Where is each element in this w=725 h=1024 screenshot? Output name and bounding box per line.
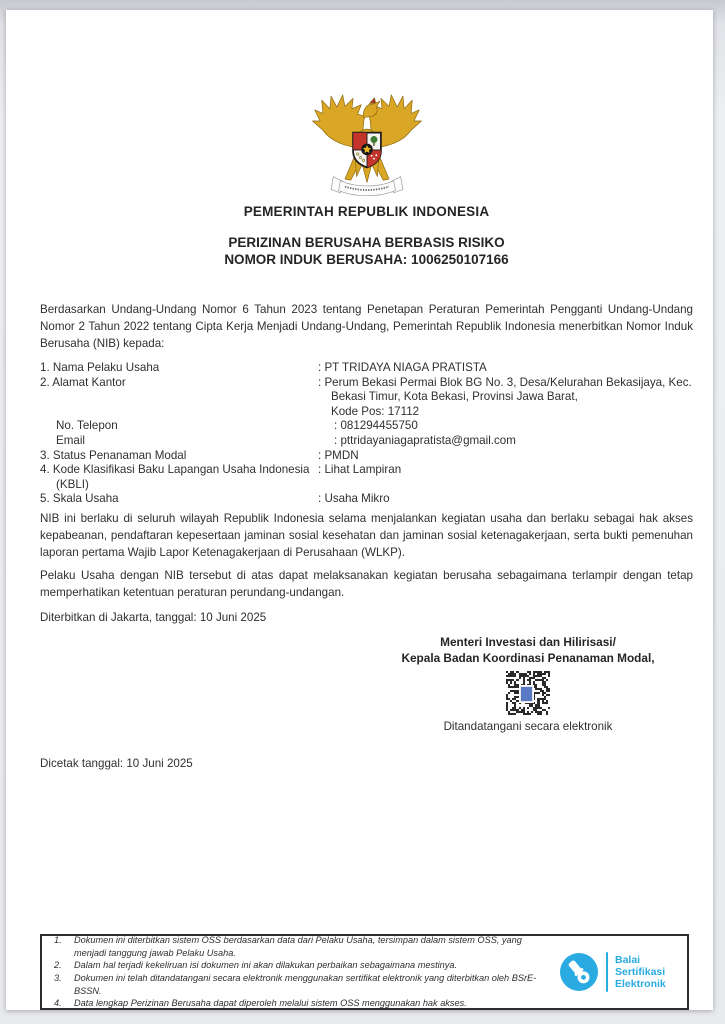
footer-note bbox=[54, 972, 555, 997]
bsre-text-line-2: Sertifikasi bbox=[615, 966, 666, 978]
issued-date-line: Diterbitkan di Jakarta, tanggal: 10 Juni 2025 bbox=[40, 610, 267, 624]
field-row-alamat bbox=[40, 376, 693, 420]
field-value bbox=[318, 376, 693, 420]
bsre-logo bbox=[559, 952, 687, 992]
signatory-title-line-2: Kepala Badan Koordinasi Penanaman Modal, bbox=[401, 650, 655, 665]
field-value: : Lihat Lampiran bbox=[318, 463, 402, 477]
note-text: Dokumen ini telah ditandatangani secara elektronik menggunakan sertifikat elektronik yang diterbitkan oleh BSrE-BSSN. bbox=[74, 973, 537, 996]
kbli-label-line-1: 4. Kode Klasifikasi Baku Lapangan Usaha Indonesia bbox=[40, 463, 310, 477]
note-text: Data lengkap Perizinan Berusaha dapat diperoleh melalui sistem OSS menggunakan hak akses. bbox=[74, 998, 467, 1009]
footer-note bbox=[54, 934, 555, 959]
field-value: : PMDN bbox=[318, 448, 359, 462]
note-number: 1. bbox=[54, 935, 62, 946]
kbli-label-line-2: (KBLI) bbox=[56, 477, 89, 491]
government-title: PEMERINTAH REPUBLIK INDONESIA bbox=[243, 204, 490, 219]
footer-note bbox=[54, 959, 555, 972]
field-label: 1. Nama Pelaku Usaha bbox=[40, 361, 160, 374]
field-value: : 081294455750 bbox=[334, 419, 418, 433]
business-fields bbox=[40, 361, 693, 507]
bsre-text-line-3: Elektronik bbox=[615, 978, 666, 990]
note-number: 4. bbox=[54, 998, 62, 1009]
field-label bbox=[40, 463, 318, 492]
field-value: : Usaha Mikro bbox=[318, 492, 390, 506]
electronic-signature-caption: Ditandatangani secara elektronik bbox=[443, 719, 613, 733]
field-row-email bbox=[40, 434, 693, 449]
footer-notes-list bbox=[42, 928, 559, 1016]
footer-note bbox=[54, 997, 555, 1010]
note-number: 3. bbox=[54, 973, 62, 983]
field-label: Email bbox=[56, 433, 85, 447]
qr-center-emblem-icon bbox=[520, 686, 533, 702]
field-label: 5. Skala Usaha bbox=[40, 492, 119, 506]
field-row-skala bbox=[40, 492, 693, 507]
field-row-nama bbox=[40, 361, 693, 376]
field-value: : PT TRIDAYA NIAGA PRATISTA bbox=[318, 361, 487, 374]
field-value: : pttridayaniagapratista@gmail.com bbox=[334, 433, 516, 447]
nib-scope-paragraph: NIB ini berlaku di seluruh wilayah Republik Indonesia selama menjalankan kegiatan usaha dan berlaku sebagai hak akses kepabeanan, pendaftaran kepesertaan jaminan sosial kesehatan dan jaminan sosial ketenagakerjaan, serta bukti pemenuhan laporan pertama Wajib Lapor Ketenagakerjaan di Perusahaan (WLKP). bbox=[40, 511, 693, 559]
alamat-line-1: : Perum Bekasi Permai Blok BG No. 3, Desa/Kelurahan Bekasijaya, Kec. bbox=[318, 375, 692, 389]
note-number: 2. bbox=[54, 960, 62, 971]
document-title: PERIZINAN BERUSAHA BERBASIS RISIKO bbox=[228, 235, 505, 250]
field-label: No. Telepon bbox=[56, 419, 118, 433]
field-row-status bbox=[40, 449, 693, 464]
field-row-telepon bbox=[40, 419, 693, 434]
note-text: Dokumen ini diterbitkan sistem OSS berdasarkan data dari Pelaku Usaha, tersimpan dalam sistem OSS, yang menjadi tanggung jawab Pelaku Usaha. bbox=[74, 935, 522, 958]
bsre-text-line-1: Balai bbox=[615, 954, 641, 966]
field-row-kbli bbox=[40, 463, 693, 492]
bsre-logo-text bbox=[615, 954, 666, 990]
document-page bbox=[6, 10, 713, 1010]
signature-block bbox=[363, 634, 693, 733]
document-title-block bbox=[40, 234, 693, 268]
field-label: 2. Alamat Kantor bbox=[40, 375, 126, 389]
document-content bbox=[6, 94, 713, 770]
field-label: 3. Status Penanaman Modal bbox=[40, 448, 187, 462]
alamat-line-3: Kode Pos: 17112 bbox=[331, 404, 420, 418]
printed-date-line: Dicetak tanggal: 10 Juni 2025 bbox=[40, 756, 193, 770]
bsre-stamp-icon bbox=[559, 952, 599, 992]
signatory-title-line-1: Menteri Investasi dan Hilirisasi/ bbox=[440, 634, 616, 649]
alamat-line-2: Bekasi Timur, Kota Bekasi, Provinsi Jawa Barat, bbox=[331, 390, 578, 404]
note-text: Dalam hal terjadi kekeliruan isi dokumen ini akan dilakukan perbaikan sebagaimana mestinya. bbox=[74, 960, 458, 971]
garuda-pancasila-emblem-icon bbox=[309, 94, 425, 199]
qr-code bbox=[506, 671, 550, 715]
bsre-logo-divider bbox=[606, 952, 608, 992]
footer-notes-box bbox=[40, 934, 689, 1010]
document-number: NOMOR INDUK BERUSAHA: 1006250107166 bbox=[224, 252, 509, 267]
intro-paragraph: Berdasarkan Undang-Undang Nomor 6 Tahun 2023 tentang Penetapan Peraturan Pemerintah Pengganti Undang-Undang Nomor 2 Tahun 2022 tentang Cipta Kerja Menjadi Undang-Undang, Pemerintah Republik Indonesia menerbitkan Nomor Induk Berusaha (NIB) kepada: bbox=[40, 303, 693, 350]
pelaku-usaha-paragraph: Pelaku Usaha dengan NIB tersebut di atas dapat melaksanakan kegiatan berusaha sebagaimana terlampir dengan tetap memperhatikan ketentuan peraturan perundang-undangan. bbox=[40, 568, 693, 599]
